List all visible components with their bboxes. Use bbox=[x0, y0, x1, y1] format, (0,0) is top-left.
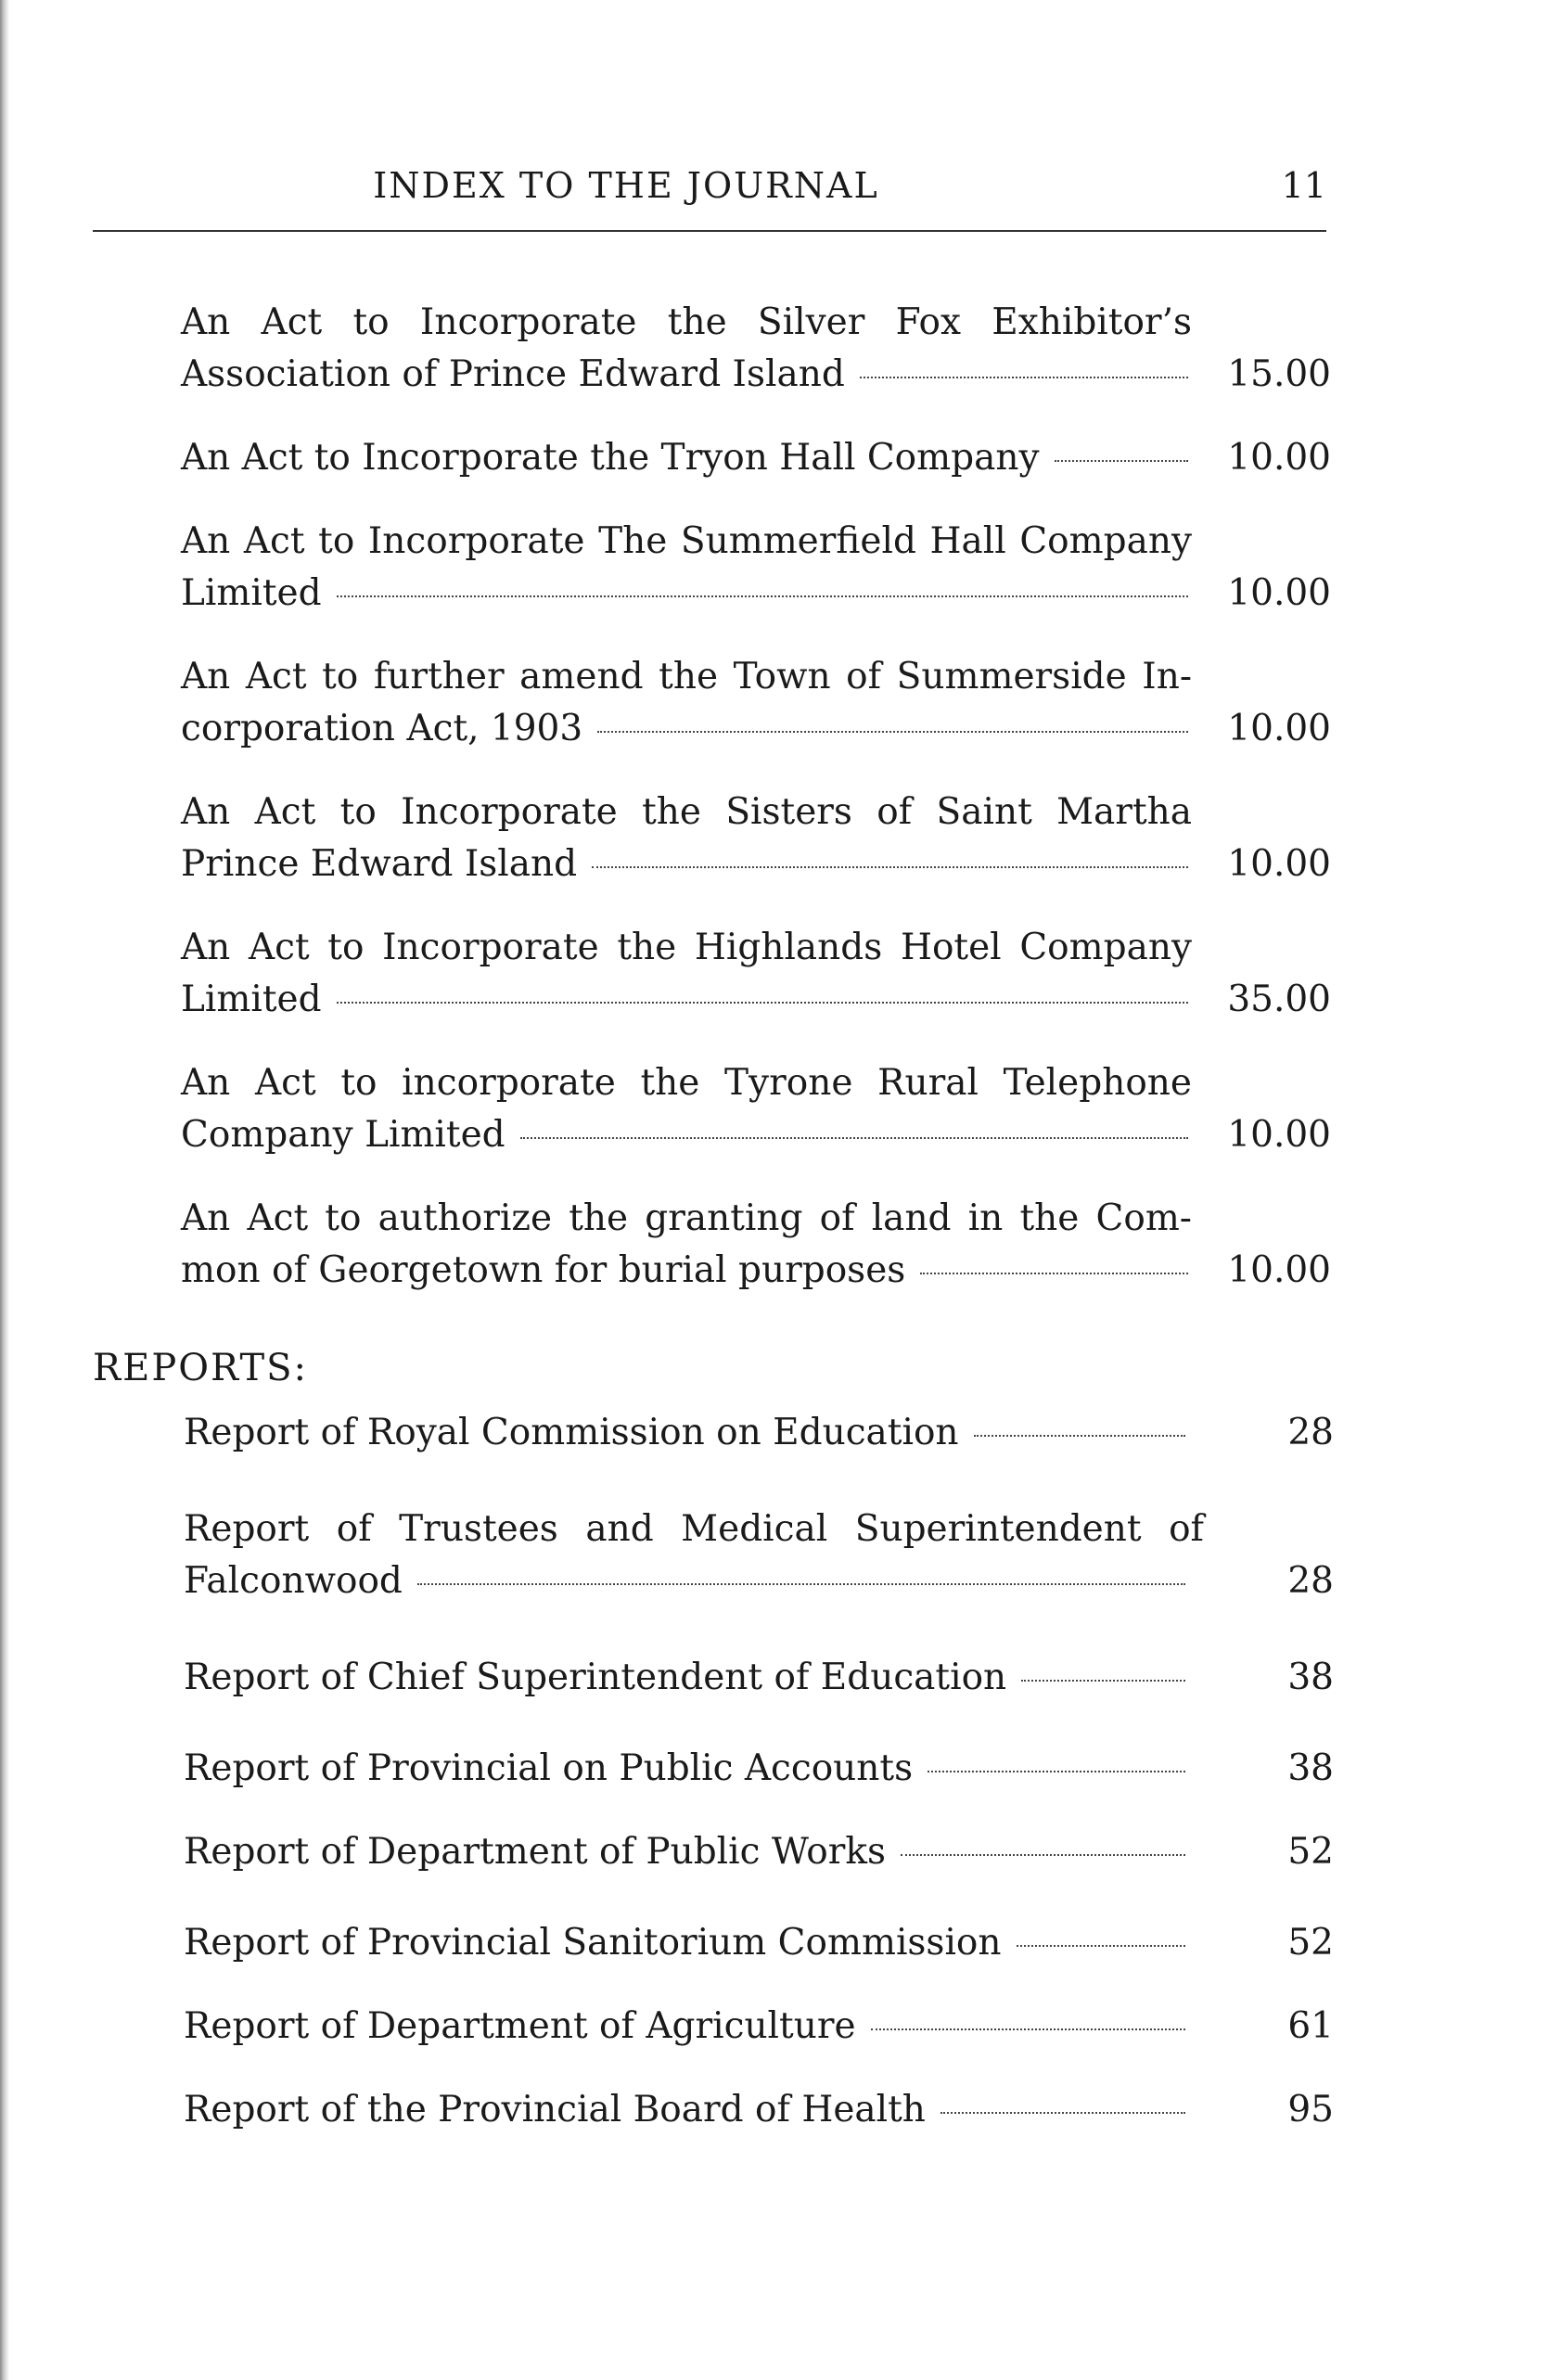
act-entry bbox=[181, 432, 1331, 484]
act-entry bbox=[181, 922, 1331, 1026]
act-title-row bbox=[181, 974, 1331, 1026]
report-page: 52 bbox=[1287, 1922, 1334, 1964]
report-entry bbox=[184, 1743, 1334, 1795]
act-fee: 10.00 bbox=[1227, 708, 1331, 749]
report-page: 38 bbox=[1287, 1747, 1334, 1789]
act-entry bbox=[181, 1193, 1331, 1297]
report-entry bbox=[184, 1826, 1334, 1878]
act-title-row bbox=[181, 1109, 1331, 1161]
page-number: 11 bbox=[1281, 165, 1326, 206]
report-title-row bbox=[184, 1743, 1334, 1795]
act-title-line2: mon of Georgetown for burial purposes bbox=[181, 1249, 906, 1291]
dot-leader bbox=[1021, 1680, 1185, 1682]
act-fee: 10.00 bbox=[1227, 572, 1331, 614]
report-title: Report of the Provincial Board of Health bbox=[184, 2089, 926, 2130]
dot-leader bbox=[337, 1002, 1188, 1004]
acts-list bbox=[181, 297, 1331, 1328]
dot-leader bbox=[920, 1273, 1188, 1274]
report-title: Report of Department of Public Works bbox=[184, 1831, 887, 1873]
act-fee: 10.00 bbox=[1227, 437, 1331, 479]
act-title-row bbox=[181, 349, 1331, 401]
act-title-row bbox=[181, 838, 1331, 890]
act-title-row bbox=[181, 432, 1331, 484]
report-page: 61 bbox=[1287, 2005, 1334, 2047]
dot-leader bbox=[860, 377, 1188, 378]
report-title: Report of Provincial Sanitorium Commission bbox=[184, 1922, 1002, 1964]
dot-leader bbox=[928, 1771, 1185, 1772]
act-fee: 15.00 bbox=[1227, 353, 1331, 395]
dot-leader bbox=[940, 2112, 1185, 2114]
header-rule bbox=[93, 230, 1326, 232]
act-title-line2: An Act to Incorporate the Tryon Hall Company bbox=[181, 437, 1040, 479]
reports-list bbox=[184, 1407, 1334, 2136]
dot-leader bbox=[901, 1854, 1185, 1856]
act-title-line2: Limited bbox=[181, 572, 322, 614]
report-entry bbox=[184, 1917, 1334, 1969]
report-entry bbox=[184, 2084, 1334, 2136]
act-title-line2: Company Limited bbox=[181, 1114, 505, 1156]
reports-heading: REPORTS: bbox=[93, 1347, 308, 1389]
report-page: 38 bbox=[1287, 1657, 1334, 1698]
report-title-row bbox=[184, 1917, 1334, 1969]
report-title-row bbox=[184, 1826, 1334, 1878]
report-title-line2: Falconwood bbox=[184, 1560, 403, 1602]
report-title-row bbox=[184, 2084, 1334, 2136]
report-page: 28 bbox=[1287, 1412, 1334, 1453]
act-title-line1: An Act to incorporate the Tyrone Rural Telephone bbox=[181, 1062, 1192, 1104]
dot-leader bbox=[974, 1435, 1185, 1437]
report-entry bbox=[184, 1652, 1334, 1704]
report-title: Report of Royal Commission on Education bbox=[184, 1412, 959, 1453]
running-header bbox=[93, 165, 1326, 217]
report-title-row bbox=[184, 1652, 1334, 1704]
report-title: Report of Department of Agriculture bbox=[184, 2005, 856, 2047]
act-entry bbox=[181, 787, 1331, 890]
act-fee: 10.00 bbox=[1227, 1114, 1331, 1156]
act-title-line1: An Act to Incorporate The Summerfield Hall Company bbox=[181, 520, 1192, 562]
report-title: Report of Chief Superintendent of Education bbox=[184, 1657, 1007, 1698]
act-fee: 10.00 bbox=[1227, 843, 1331, 885]
act-title-line2: Prince Edward Island bbox=[181, 843, 578, 885]
header-title: INDEX TO THE JOURNAL bbox=[373, 165, 879, 206]
report-entry bbox=[184, 1503, 1334, 1607]
dot-leader bbox=[520, 1137, 1188, 1139]
act-entry bbox=[181, 651, 1331, 755]
act-title-row bbox=[181, 703, 1331, 755]
dot-leader bbox=[337, 595, 1188, 597]
report-page: 28 bbox=[1287, 1560, 1334, 1602]
report-title-line1: Report of Trustees and Medical Superintendent of bbox=[184, 1508, 1204, 1550]
act-title-line1: An Act to Incorporate the Sisters of Saint Martha bbox=[181, 791, 1192, 833]
report-title-row bbox=[184, 2001, 1334, 2053]
dot-leader bbox=[592, 866, 1188, 868]
act-fee: 10.00 bbox=[1227, 1249, 1331, 1291]
act-title-line1: An Act to Incorporate the Silver Fox Exhibitor’s bbox=[181, 301, 1192, 343]
act-fee: 35.00 bbox=[1227, 979, 1331, 1020]
act-entry bbox=[181, 297, 1331, 401]
report-title-row bbox=[184, 1407, 1334, 1459]
report-title-row bbox=[184, 1555, 1334, 1607]
dot-leader bbox=[417, 1583, 1185, 1585]
dot-leader bbox=[597, 731, 1188, 733]
report-page: 95 bbox=[1287, 2089, 1334, 2130]
act-title-line2: Limited bbox=[181, 979, 322, 1020]
report-title: Report of Provincial on Public Accounts bbox=[184, 1747, 914, 1789]
act-title-row bbox=[181, 568, 1331, 620]
act-entry bbox=[181, 516, 1331, 620]
act-title-line1: An Act to authorize the granting of land in the Com- bbox=[181, 1197, 1192, 1239]
report-page: 52 bbox=[1287, 1831, 1334, 1873]
act-title-row bbox=[181, 1245, 1331, 1297]
act-title-line1: An Act to Incorporate the Highlands Hotel Company bbox=[181, 927, 1192, 968]
report-entry bbox=[184, 2001, 1334, 2053]
page-edge-shadow bbox=[0, 0, 9, 2380]
act-entry bbox=[181, 1057, 1331, 1161]
dot-leader bbox=[1055, 460, 1188, 462]
act-title-line1: An Act to further amend the Town of Summerside In- bbox=[181, 656, 1192, 697]
report-entry bbox=[184, 1407, 1334, 1459]
act-title-line2: Association of Prince Edward Island bbox=[181, 353, 845, 395]
act-title-line2: corporation Act, 1903 bbox=[181, 708, 583, 749]
dot-leader bbox=[871, 2028, 1185, 2030]
dot-leader bbox=[1017, 1945, 1185, 1947]
